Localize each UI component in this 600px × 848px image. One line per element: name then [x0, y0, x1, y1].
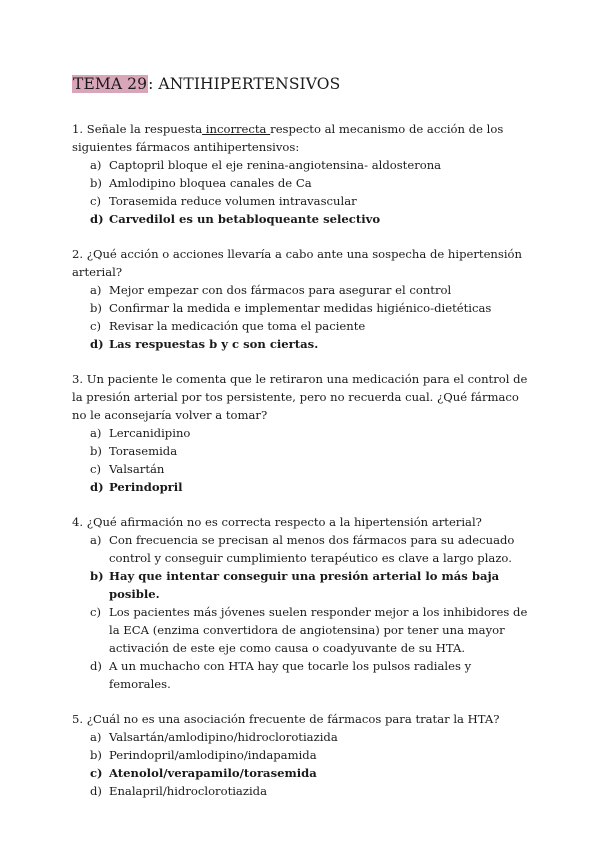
option-text: Enalapril/hidroclorotiazida [109, 784, 267, 798]
question-4 [72, 513, 532, 693]
option-letter: d) [90, 784, 102, 798]
question-5 [72, 710, 532, 800]
question-3-option-a [72, 424, 532, 442]
option-letter: a) [90, 730, 102, 744]
option-text: Captopril bloque el eje renina-angiotensina- aldosterona [109, 158, 442, 172]
option-text: Revisar la medicación que toma el paciente [109, 319, 366, 333]
option-text: Amlodipino bloquea canales de Ca [109, 176, 312, 190]
question-2-option-b [72, 299, 532, 317]
option-letter: c) [90, 462, 102, 476]
option-letter: d) [90, 480, 104, 494]
option-letter: a) [90, 158, 102, 172]
option-text: Los pacientes más jóvenes suelen responder mejor a los inhibidores de la ECA (enzima convertidora de angiotensina) por tener una mayor activación de este eje como causa o coadyuvante de su HTA. [109, 605, 528, 655]
question-5-option-b [72, 746, 532, 764]
option-letter: b) [90, 301, 102, 315]
question-1-text-underlined: incorrecta [202, 122, 271, 136]
question-2-option-c [72, 317, 532, 335]
question-4-option-d [72, 657, 532, 693]
option-letter: d) [90, 212, 104, 226]
question-3-option-b [72, 442, 532, 460]
option-text: Torasemida reduce volumen intravascular [109, 194, 357, 208]
option-text: Valsartán [109, 462, 165, 476]
question-3-options [72, 424, 532, 496]
question-1-option-d-answer [72, 210, 532, 228]
option-text: Carvedilol es un betabloqueante selectivo [109, 212, 381, 226]
question-5-option-c-answer [72, 764, 532, 782]
option-text: A un muchacho con HTA hay que tocarle los pulsos radiales y femorales. [109, 659, 472, 691]
option-text: Confirmar la medida e implementar medidas higiénico-dietéticas [109, 301, 492, 315]
page-title [72, 74, 532, 94]
question-3-option-c [72, 460, 532, 478]
option-text: Perindopril [109, 480, 183, 494]
option-letter: c) [90, 605, 102, 619]
option-letter: b) [90, 569, 104, 583]
option-letter: d) [90, 659, 102, 673]
option-letter: a) [90, 533, 102, 547]
question-3-option-d-answer [72, 478, 532, 496]
option-text: Atenolol/verapamilo/torasemida [109, 766, 317, 780]
question-3-text: 3. Un paciente le comenta que le retiraron una medicación para el control de la presión arterial por tos persistente, pero no recuerda cual. ¿Qué fármaco no le aconsejaría volver a tomar? [72, 372, 528, 422]
option-letter: b) [90, 444, 102, 458]
question-1-option-a [72, 156, 532, 174]
question-2 [72, 245, 532, 353]
question-1-text-post: respecto al mecanismo de acción de los siguientes fármacos antihipertensivos: [72, 122, 504, 154]
option-text: Hay que intentar conseguir una presión arterial lo más baja posible. [109, 569, 500, 601]
option-text: Con frecuencia se precisan al menos dos fármacos para su adecuado control y conseguir cumplimiento terapéutico es clave a largo plazo. [109, 533, 515, 565]
option-letter: c) [90, 766, 103, 780]
question-5-option-d [72, 782, 532, 800]
question-4-option-a [72, 531, 532, 567]
question-3 [72, 370, 532, 496]
question-2-text: 2. ¿Qué acción o acciones llevaría a cabo ante una sospecha de hipertensión arterial? [72, 247, 523, 279]
question-1-options [72, 156, 532, 228]
option-text: Las respuestas b y c son ciertas. [109, 337, 319, 351]
option-letter: c) [90, 319, 102, 333]
question-1-option-c [72, 192, 532, 210]
question-1-text-pre: 1. Señale la respuesta [72, 122, 203, 136]
option-letter: a) [90, 283, 102, 297]
option-text: Mejor empezar con dos fármacos para asegurar el control [109, 283, 452, 297]
option-text: Lercanidipino [109, 426, 191, 440]
document-page [72, 74, 532, 817]
question-5-options [72, 728, 532, 800]
question-2-options [72, 281, 532, 353]
option-text: Valsartán/amlodipino/hidroclorotiazida [109, 730, 338, 744]
option-letter: b) [90, 176, 102, 190]
title-highlight: TEMA 29 [73, 75, 148, 93]
question-5-text: 5. ¿Cuál no es una asociación frecuente de fármacos para tratar la HTA? [72, 712, 500, 726]
question-1-option-b [72, 174, 532, 192]
question-2-option-d-answer [72, 335, 532, 353]
title-rest: : ANTIHIPERTENSIVOS [148, 75, 341, 93]
option-letter: d) [90, 337, 104, 351]
option-letter: a) [90, 426, 102, 440]
question-4-text: 4. ¿Qué afirmación no es correcta respecto a la hipertensión arterial? [72, 515, 482, 529]
option-text: Torasemida [109, 444, 178, 458]
question-4-options [72, 531, 532, 693]
option-letter: b) [90, 748, 102, 762]
option-text: Perindopril/amlodipino/indapamida [109, 748, 317, 762]
option-letter: c) [90, 194, 102, 208]
question-4-option-c [72, 603, 532, 657]
question-2-option-a [72, 281, 532, 299]
question-4-option-b-answer [72, 567, 532, 603]
question-5-option-a [72, 728, 532, 746]
question-1 [72, 120, 532, 228]
question-1-text [72, 120, 532, 156]
